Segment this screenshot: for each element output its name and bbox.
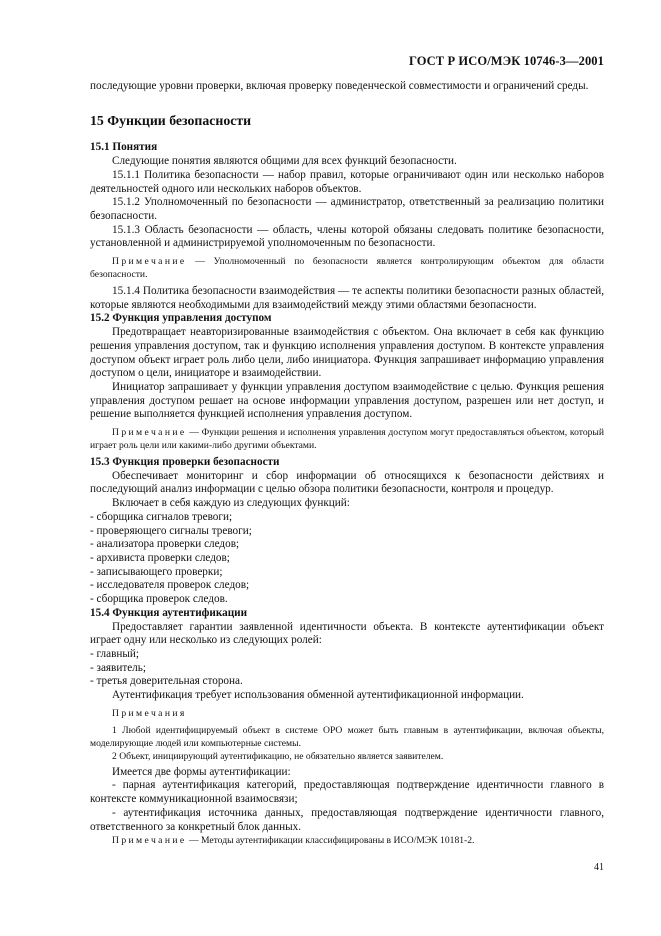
paragraph: Обеспечивает мониторинг и сбор информации об относящихся к безопасности действиях и последующий анализ информации с целью обзора политики безопасности, контроля и процедур. [90,469,604,496]
list-item: - сборщика сигналов тревоги; [90,510,233,523]
note [90,255,604,281]
note-text: — Функции решения и исполнения управления доступом могут предоставляться объектом, который играет роль цели или какими-либо другими объектами. [90,427,604,452]
definition-paragraph: 15.1.4 Политика безопасности взаимодействия — те аспекты политики безопасности разных областей, которые являются необходимыми для взаимодействий между этими областями безопасности. [90,285,604,311]
paragraph: Инициатор запрашивает у функции управления доступом взаимодействие с целью. Функция решения управления доступом решает на основе информации управления доступом, разрешен или нет доступ, и решение выполняется функцией исполнения управления доступом. [90,380,604,421]
note-label: Примечание [112,256,187,268]
subsection-title: 15.1 Понятия [90,141,158,154]
paragraph: Имеется две формы аутентификации: [112,765,291,778]
paragraph: Предотвращает неавторизированные взаимодействия с объектом. Она включает в себя как функцию решения управления доступом, так и функцию исполнения управления доступом. В контексте управления доступом объект играет роль либо цели, либо инициатора. Функция запрашивает информацию управления доступом о цели, инициаторе и взаимодействии. [90,326,604,380]
list-item: - парная аутентификация категорий, предоставляющая подтверждение идентичности главного в контексте коммуникационной взаимосвязи; [90,779,604,806]
notes-label [90,707,604,720]
subsection-title: 15.4 Функция аутентификации [90,606,248,619]
subsection-title: 15.2 Функция управления доступом [90,312,272,325]
note: 2 Объект, инициирующий аутентификацию, не обязательно является заявителем. [112,750,444,762]
paragraph: Предоставляет гарантии заявленной идентичности объекта. В контексте аутентификации объект играет одну или несколько из следующих ролей: [90,620,604,647]
list-item: - проверяющего сигналы тревоги; [90,524,252,537]
list-item: - аутентификация источника данных, предоставляющая подтверждение идентичности главного, ответственного за конкретный блок данных. [90,806,604,833]
list-item: - сборщика проверок следов. [90,593,228,606]
note-text: — Методы аутентификации классифицированы в ИСО/МЭК 10181-2. [186,835,475,847]
paragraph: Включает в себя каждую из следующих функций: [112,497,350,510]
paragraph: Следующие понятия являются общими для всех функций безопасности. [112,155,457,168]
definition-paragraph: 15.1.3 Область безопасности — область, члены которой обязаны следовать политике безопасности, установленной и администрируемой уполномоченным по безопасности. [90,223,604,250]
list-item: - заявитель; [90,661,146,674]
note [90,426,604,452]
list-item: - записывающего проверки; [90,565,223,578]
list-item: - исследователя проверок следов; [90,579,250,592]
definition-paragraph: 15.1.2 Уполномоченный по безопасности — администратор, ответственный за реализацию политики безопасности. [90,196,604,222]
list-item: - главный; [90,647,139,660]
note-label: Примечание [112,427,187,439]
page-number: 41 [594,862,604,873]
document-body [90,80,604,847]
section-title: 15 Функции безопасности [90,112,252,128]
note-text: — Уполномоченный по безопасности является контролирующим объектом для области безопасности. [90,256,604,281]
note-label: Примечание [112,835,187,847]
list-item: - анализатора проверки следов; [90,538,240,551]
document-header: ГОСТ Р ИСО/МЭК 10746-3—2001 [408,54,604,68]
list-item: - архивиста проверки следов; [90,551,230,564]
notes-label-text: Примечания [112,707,187,719]
subsection-title: 15.3 Функция проверки безопасности [90,456,280,469]
intro-paragraph: последующие уровни проверки, включая проверку поведенческой совместимости и ограничений среды. [90,80,589,92]
definition-paragraph: 15.1.1 Политика безопасности — набор правил, которые ограничивают один или несколько наборов деятельностей одного или нескольких наборов объектов. [90,168,604,195]
list-item: - третья доверительная сторона. [90,675,243,688]
note [90,834,604,847]
note: 1 Любой идентифицируемый объект в системе ОРО может быть главным в аутентификации, включая объекты, моделирующие людей или компьютерные системы. [90,724,604,749]
paragraph: Аутентификация требует использования обменной аутентификационной информации. [112,689,524,702]
